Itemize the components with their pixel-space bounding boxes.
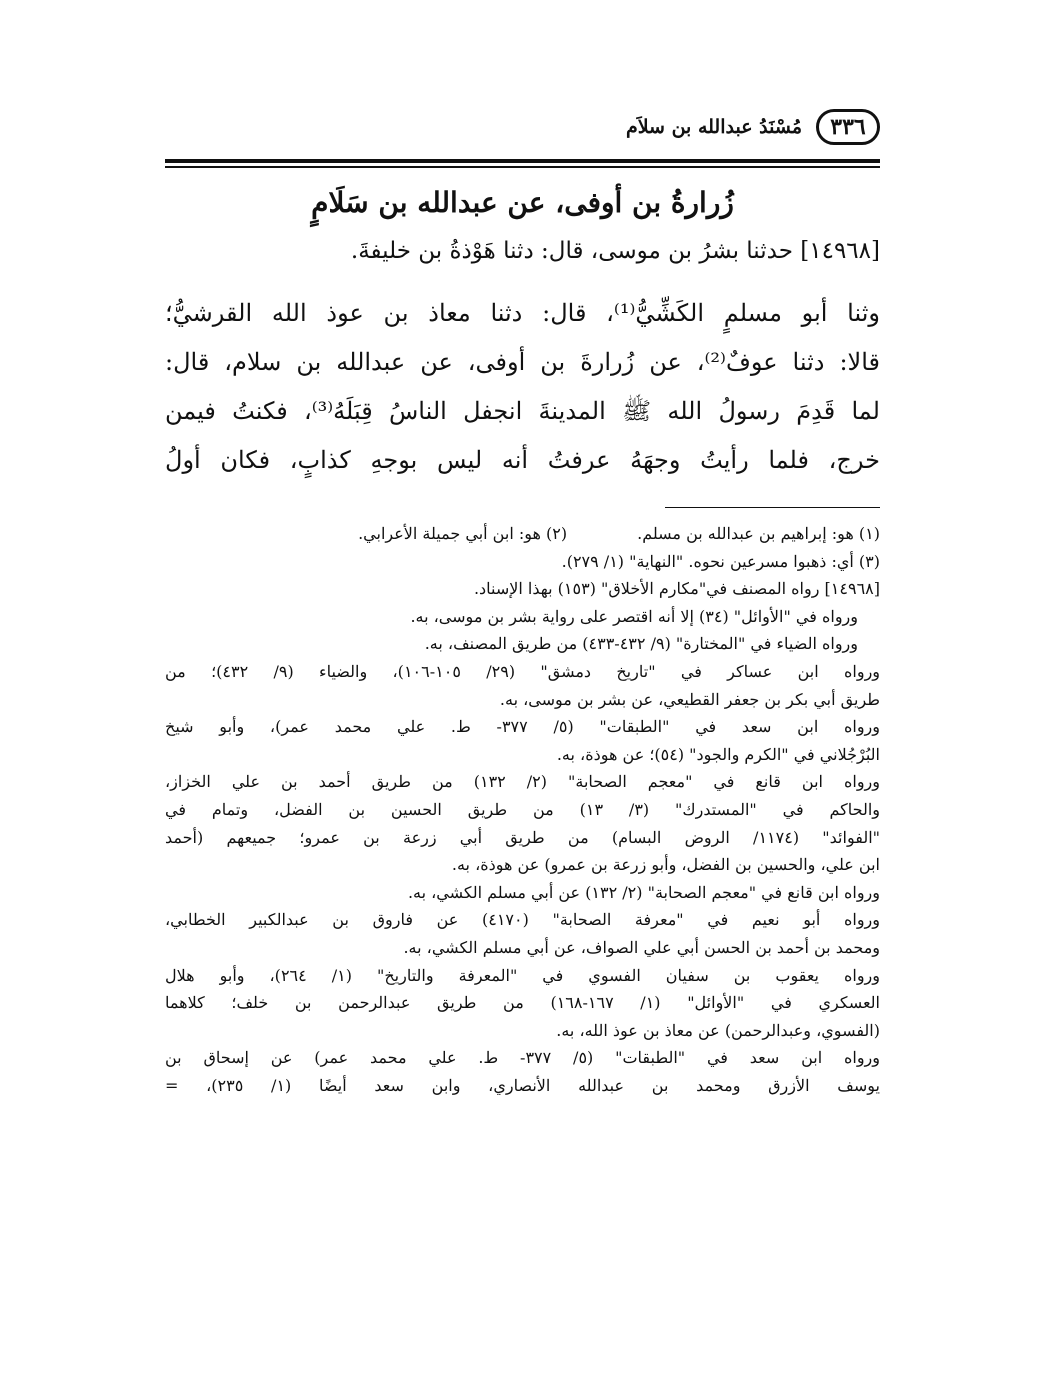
body-line: وثنا أبو مسلمٍ الكَشِّيُّ⁽¹⁾، قال: دثنا معاذ بن عوذ الله القرشيُّ؛	[165, 298, 881, 327]
takhrij-line: والحاكم في "المستدرك" (٣/ ١٣) من طريق الحسين بن الفضل، وتمام في	[165, 799, 881, 819]
takhrij-line: "الفوائد" (١١٧٤/ الروض البسام) من طريق أبي زرعة بن عمرو؛ جميعهم (أحمد	[165, 827, 880, 847]
footnote-separator	[665, 507, 880, 509]
takhrij-line: يوسف الأزرق ومحمد بن عبدالله الأنصاري، وابن سعد أيضًا (١/ ٢٣٥)، =	[165, 1075, 880, 1095]
header-rule-thick	[165, 159, 880, 163]
hadith-body	[165, 289, 880, 485]
takhrij-line: العسكري في "الأوائل" (١/ ١٦٧-١٦٨) من طريق عبدالرحمن بن خلف؛ كلاهما	[165, 993, 880, 1013]
takhrij-line: ورواه ابن قانع في "معجم الصحابة" (٢/ ١٣٢) من طريق أحمد بن علي الخزاز،	[165, 772, 881, 792]
takhrij-line: ورواه الضياء في "المختارة" (٩/ ٤٣٢-٤٣٣) من طريق المصنف، به.	[424, 634, 858, 654]
takhrij-line: ورواه ابن عساكر في "تاريخ دمشق" (٢٩/ ١٠٥-١٠٦)، والضياء (٩/ ٤٣٢)؛ من	[165, 661, 881, 681]
takhrij-line: ورواه يعقوب بن سفيان الفسوي في "المعرفة والتاريخ" (١/ ٢٦٤)، وأبو هلال	[165, 965, 881, 985]
footnote-2: (٢) هو: ابن أبي جميلة الأعرابي.	[358, 524, 568, 543]
takhrij-line: ورواه ابن سعد في "الطبقات" (٥/ ٣٧٧- ط. علي محمد عمر) عن إسحاق بن	[165, 1048, 881, 1068]
takhrij-line: البُرْجُلاني في "الكرم والجود" (٥٤)؛ عن هوذة، به.	[556, 744, 880, 764]
body-line: قالا: دثنا عوفٌ⁽²⁾، عن زُرارةَ بن أوفى، عن عبدالله بن سلام، قال:	[165, 347, 880, 376]
body-line: لما قَدِمَ رسولُ الله ﷺ المدينةَ انجفل الناسُ قِبَلَهُ⁽³⁾، فكنتُ فيمن	[165, 396, 880, 425]
footnote-1: (١) هو: إبراهيم بن عبدالله بن مسلم.	[637, 524, 880, 543]
footnote-row	[165, 520, 880, 548]
footnotes	[165, 520, 880, 1099]
takhrij-line: ورواه ابن سعد في "الطبقات" (٥/ ٣٧٧- ط. علي محمد عمر)، وأبو شيخ	[165, 717, 881, 737]
footnote-3: (٣) أي: ذهبوا مسرعين نحوه. "النهاية" (١/ ٢٧٩).	[561, 551, 880, 571]
takhrij-heading: [١٤٩٦٨] رواه المصنف في"مكارم الأخلاق" (١٥٣) بهذا الإسناد.	[473, 579, 880, 599]
takhrij-line: ابن علي، والحسين بن الفضل، وأبو زرعة بن عمرو) عن هوذة، به.	[451, 855, 880, 875]
takhrij-line: ورواه في "الأوائل" (٣٤) إلا أنه اقتصر على رواية بشر بن موسى، به.	[410, 606, 858, 626]
takhrij-line: طريق أبي بكر بن جعفر القطيعي، عن بشر بن موسى، به.	[499, 689, 880, 709]
takhrij-line: ورواه أبو نعيم في "معرفة الصحابة" (٤١٧٠) عن فاروق بن عبدالكبير الخطابي،	[165, 910, 881, 930]
running-title: مُسْنَدُ عبدالله بن سلاَم	[625, 116, 802, 138]
hadith-entry-line: [١٤٩٦٨] حدثنا بشرُ بن موسى، قال: دثنا هَوْذةُ بن خليفةَ.	[350, 237, 880, 264]
page-number-badge: ٣٣٦	[816, 109, 880, 145]
body-line: خرج، فلما رأيتُ وجهَهُ عرفتُ أنه ليس بوجهِ كذابٍ، فكان أولُ	[165, 445, 880, 474]
header-rule-thin	[165, 166, 880, 168]
chapter-title: زُرارةُ بن أوفى، عن عبدالله بن سَلَامٍ	[311, 185, 734, 219]
takhrij-line: ومحمد بن أحمد بن الحسن أبي علي الصواف، عن أبي مسلم الكشي، به.	[403, 937, 880, 957]
running-header	[165, 105, 880, 149]
takhrij-line: (الفسوي، وعبدالرحمن) عن معاذ بن عوذ الله، به.	[556, 1020, 880, 1040]
takhrij-line: ورواه ابن قانع في "معجم الصحابة" (٢/ ١٣٢) عن أبي مسلم الكشي، به.	[407, 882, 880, 902]
page-content	[165, 105, 880, 1099]
